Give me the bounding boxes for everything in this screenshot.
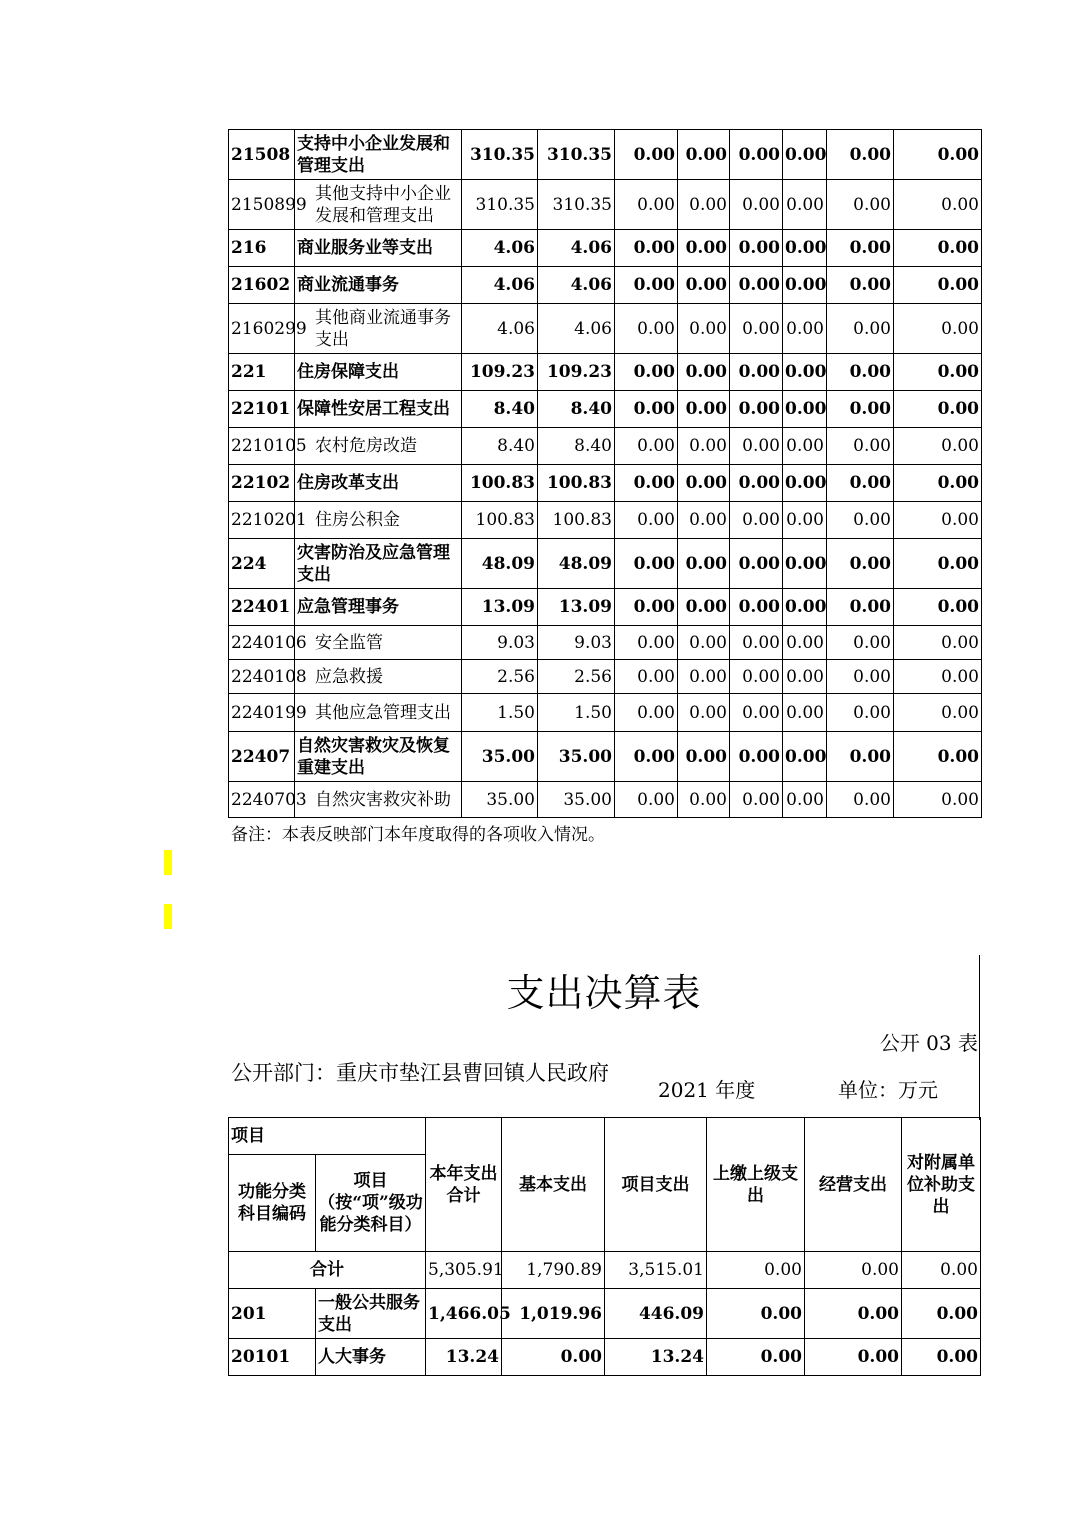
- row-value: 0.00: [615, 660, 678, 694]
- table-row: [229, 660, 982, 694]
- table-row: [229, 732, 982, 782]
- row-value: 0.00: [827, 782, 894, 818]
- row-value: 310.35: [462, 130, 538, 180]
- row-value: 310.35: [538, 180, 615, 230]
- row-value: 0.00: [730, 354, 783, 391]
- row-code: 20101: [229, 1339, 316, 1376]
- highlight-marker: [164, 850, 172, 875]
- row-name: 住房公积金: [295, 502, 462, 539]
- row-value: 0.00: [707, 1289, 805, 1339]
- row-value: 0.00: [730, 267, 783, 304]
- row-value: 4.06: [462, 267, 538, 304]
- row-code: 2150899: [229, 180, 295, 230]
- row-value: 100.83: [538, 465, 615, 502]
- table-row: [229, 267, 982, 304]
- row-value: 13.24: [426, 1339, 502, 1376]
- header-upper: 上缴上级支出: [707, 1118, 805, 1252]
- row-value: 0.00: [730, 230, 783, 267]
- row-value: 0.00: [678, 180, 730, 230]
- row-value: 0.00: [615, 428, 678, 465]
- row-value: 0.00: [894, 354, 982, 391]
- row-code: 22407: [229, 732, 295, 782]
- row-value: 0.00: [730, 428, 783, 465]
- row-value: 0.00: [894, 539, 982, 589]
- row-value: 1,466.05: [426, 1289, 502, 1339]
- unit-label: 单位：万元: [838, 1078, 938, 1102]
- total-label: 合计: [229, 1252, 426, 1289]
- header-subsidy: 对附属单位补助支出: [902, 1118, 981, 1252]
- row-value: 0.00: [502, 1339, 605, 1376]
- row-value: 0.00: [827, 732, 894, 782]
- row-value: 310.35: [538, 130, 615, 180]
- row-value: 2.56: [538, 660, 615, 694]
- total-value: 5,305.91: [426, 1252, 502, 1289]
- row-value: 0.00: [827, 304, 894, 354]
- row-value: 0.00: [615, 782, 678, 818]
- row-value: 0.00: [805, 1339, 902, 1376]
- row-value: 0.00: [730, 130, 783, 180]
- row-value: 0.00: [730, 502, 783, 539]
- header-basic: 基本支出: [502, 1118, 605, 1252]
- row-value: 0.00: [894, 391, 982, 428]
- total-value: 3,515.01: [605, 1252, 707, 1289]
- row-name: 灾害防治及应急管理支出: [295, 539, 462, 589]
- row-code: 2240108: [229, 660, 295, 694]
- row-value: 0.00: [783, 267, 827, 304]
- table-note: 备注：本表反映部门本年度取得的各项收入情况。: [231, 825, 605, 845]
- highlight-marker: [164, 904, 172, 929]
- row-value: 0.00: [902, 1339, 981, 1376]
- row-value: 109.23: [538, 354, 615, 391]
- row-value: 0.00: [827, 130, 894, 180]
- row-value: 0.00: [783, 660, 827, 694]
- row-value: 0.00: [827, 694, 894, 732]
- row-value: 0.00: [827, 354, 894, 391]
- table-row: [229, 465, 982, 502]
- row-value: 0.00: [827, 465, 894, 502]
- row-value: 100.83: [462, 465, 538, 502]
- row-value: 4.06: [538, 230, 615, 267]
- row-value: 13.09: [538, 589, 615, 626]
- row-value: 35.00: [462, 782, 538, 818]
- row-value: 109.23: [462, 354, 538, 391]
- table-row: [229, 130, 982, 180]
- row-value: 0.00: [730, 180, 783, 230]
- table-row: [229, 428, 982, 465]
- row-value: 0.00: [783, 354, 827, 391]
- table-row: [229, 230, 982, 267]
- row-value: 8.40: [538, 391, 615, 428]
- row-value: 0.00: [783, 502, 827, 539]
- total-value: 0.00: [902, 1252, 981, 1289]
- row-value: 0.00: [615, 180, 678, 230]
- total-value: 1,790.89: [502, 1252, 605, 1289]
- row-value: 35.00: [462, 732, 538, 782]
- row-name: 商业服务业等支出: [295, 230, 462, 267]
- row-value: 13.24: [605, 1339, 707, 1376]
- row-name: 应急救援: [295, 660, 462, 694]
- row-value: 0.00: [827, 626, 894, 660]
- row-value: 0.00: [827, 391, 894, 428]
- row-value: 0.00: [894, 589, 982, 626]
- row-value: 0.00: [805, 1289, 902, 1339]
- row-value: 0.00: [827, 180, 894, 230]
- row-value: 0.00: [707, 1339, 805, 1376]
- row-value: 0.00: [894, 130, 982, 180]
- row-value: 0.00: [783, 626, 827, 660]
- row-value: 1.50: [462, 694, 538, 732]
- table-row: [229, 539, 982, 589]
- header-project-expense: 项目支出: [605, 1118, 707, 1252]
- row-value: 0.00: [783, 782, 827, 818]
- row-code: 22102: [229, 465, 295, 502]
- row-value: 9.03: [462, 626, 538, 660]
- row-value: 9.03: [538, 626, 615, 660]
- row-value: 0.00: [615, 589, 678, 626]
- row-value: 0.00: [783, 130, 827, 180]
- row-value: 0.00: [615, 230, 678, 267]
- row-code: 2240703: [229, 782, 295, 818]
- row-value: 0.00: [678, 502, 730, 539]
- row-value: 0.00: [827, 539, 894, 589]
- row-value: 0.00: [783, 732, 827, 782]
- row-code: 201: [229, 1289, 316, 1339]
- row-value: 0.00: [678, 782, 730, 818]
- row-value: 310.35: [462, 180, 538, 230]
- row-value: 0.00: [894, 267, 982, 304]
- row-value: 1.50: [538, 694, 615, 732]
- row-value: 48.09: [462, 539, 538, 589]
- row-value: 0.00: [827, 660, 894, 694]
- total-row: [229, 1252, 981, 1289]
- row-name: 应急管理事务: [295, 589, 462, 626]
- row-value: 0.00: [678, 391, 730, 428]
- row-value: 0.00: [894, 230, 982, 267]
- income-table-continued: [228, 129, 982, 818]
- row-value: 0.00: [894, 428, 982, 465]
- row-value: 0.00: [615, 539, 678, 589]
- row-name: 人大事务: [316, 1339, 426, 1376]
- table-number: 公开 03 表: [879, 1031, 978, 1055]
- row-name: 保障性安居工程支出: [295, 391, 462, 428]
- row-value: 4.06: [538, 267, 615, 304]
- row-value: 0.00: [678, 539, 730, 589]
- row-value: 0.00: [678, 626, 730, 660]
- row-value: 0.00: [783, 539, 827, 589]
- row-value: 100.83: [462, 502, 538, 539]
- row-value: 4.06: [462, 230, 538, 267]
- row-value: 0.00: [730, 539, 783, 589]
- row-code: 2240106: [229, 626, 295, 660]
- table-row: [229, 391, 982, 428]
- row-value: 0.00: [615, 732, 678, 782]
- row-value: 48.09: [538, 539, 615, 589]
- table-row: [229, 502, 982, 539]
- row-code: 224: [229, 539, 295, 589]
- row-value: 0.00: [783, 589, 827, 626]
- row-value: 0.00: [827, 428, 894, 465]
- row-value: 0.00: [783, 694, 827, 732]
- row-value: 4.06: [462, 304, 538, 354]
- row-value: 0.00: [678, 230, 730, 267]
- row-value: 0.00: [678, 428, 730, 465]
- row-value: 0.00: [783, 230, 827, 267]
- row-code: 2210201: [229, 502, 295, 539]
- row-value: 0.00: [615, 694, 678, 732]
- row-value: 0.00: [678, 589, 730, 626]
- table-row: [229, 1339, 981, 1376]
- row-value: 0.00: [894, 465, 982, 502]
- row-value: 4.06: [538, 304, 615, 354]
- table-row: [229, 782, 982, 818]
- row-code: 21602: [229, 267, 295, 304]
- department-label: 公开部门：重庆市垫江县曹回镇人民政府: [231, 1061, 609, 1085]
- row-value: 8.40: [538, 428, 615, 465]
- row-value: 0.00: [678, 267, 730, 304]
- row-value: 0.00: [894, 180, 982, 230]
- expenditure-table: [228, 1117, 981, 1376]
- row-value: 0.00: [678, 354, 730, 391]
- row-code: 22101: [229, 391, 295, 428]
- row-code: 221: [229, 354, 295, 391]
- table-row: [229, 354, 982, 391]
- row-value: 0.00: [894, 660, 982, 694]
- table-row: [229, 694, 982, 732]
- row-value: 0.00: [678, 660, 730, 694]
- total-value: 0.00: [707, 1252, 805, 1289]
- row-value: 0.00: [615, 502, 678, 539]
- row-value: 1,019.96: [502, 1289, 605, 1339]
- row-code: 22401: [229, 589, 295, 626]
- row-value: 0.00: [730, 782, 783, 818]
- row-value: 0.00: [730, 660, 783, 694]
- row-code: 2240199: [229, 694, 295, 732]
- table-row: [229, 626, 982, 660]
- row-value: 0.00: [615, 626, 678, 660]
- row-value: 0.00: [783, 304, 827, 354]
- row-value: 0.00: [894, 732, 982, 782]
- row-name: 自然灾害救灾补助: [295, 782, 462, 818]
- row-value: 0.00: [730, 589, 783, 626]
- row-name: 住房改革支出: [295, 465, 462, 502]
- row-value: 0.00: [678, 732, 730, 782]
- row-value: 0.00: [730, 391, 783, 428]
- row-value: 13.09: [462, 589, 538, 626]
- row-value: 0.00: [730, 626, 783, 660]
- row-value: 0.00: [730, 694, 783, 732]
- row-name: 商业流通事务: [295, 267, 462, 304]
- row-value: 0.00: [615, 304, 678, 354]
- table-row: [229, 304, 982, 354]
- row-name: 安全监管: [295, 626, 462, 660]
- row-value: 0.00: [894, 502, 982, 539]
- row-value: 0.00: [827, 267, 894, 304]
- row-name: 其他商业流通事务支出: [295, 304, 462, 354]
- row-value: 35.00: [538, 732, 615, 782]
- row-value: 100.83: [538, 502, 615, 539]
- row-name: 农村危房改造: [295, 428, 462, 465]
- row-name: 自然灾害救灾及恢复重建支出: [295, 732, 462, 782]
- row-value: 0.00: [678, 304, 730, 354]
- row-value: 0.00: [827, 230, 894, 267]
- table-row: [229, 1289, 981, 1339]
- row-value: 0.00: [902, 1289, 981, 1339]
- header-project: 项目: [229, 1118, 426, 1155]
- row-value: 0.00: [783, 465, 827, 502]
- row-value: 0.00: [783, 428, 827, 465]
- year-label: 2021 年度: [658, 1078, 756, 1102]
- page-title: 支出决算表: [506, 971, 702, 1015]
- row-value: 0.00: [678, 694, 730, 732]
- row-value: 0.00: [730, 304, 783, 354]
- row-code: 2160299: [229, 304, 295, 354]
- row-code: 216: [229, 230, 295, 267]
- row-code: 21508: [229, 130, 295, 180]
- header-code: 功能分类科目编码: [229, 1155, 316, 1252]
- table-row: [229, 180, 982, 230]
- row-value: 0.00: [894, 694, 982, 732]
- row-value: 2.56: [462, 660, 538, 694]
- header-business: 经营支出: [805, 1118, 902, 1252]
- row-value: 0.00: [827, 589, 894, 626]
- row-value: 0.00: [615, 465, 678, 502]
- row-name: 一般公共服务支出: [316, 1289, 426, 1339]
- row-value: 0.00: [678, 130, 730, 180]
- row-code: 2210105: [229, 428, 295, 465]
- row-value: 0.00: [615, 354, 678, 391]
- row-value: 8.40: [462, 428, 538, 465]
- row-value: 0.00: [894, 626, 982, 660]
- row-value: 446.09: [605, 1289, 707, 1339]
- row-value: 0.00: [894, 782, 982, 818]
- header-name: 项目（按“项”级功能分类科目）: [316, 1155, 426, 1252]
- row-value: 0.00: [615, 391, 678, 428]
- header-total: 本年支出合计: [426, 1118, 502, 1252]
- row-value: 8.40: [462, 391, 538, 428]
- row-name: 其他支持中小企业发展和管理支出: [295, 180, 462, 230]
- row-value: 0.00: [678, 465, 730, 502]
- row-name: 住房保障支出: [295, 354, 462, 391]
- total-value: 0.00: [805, 1252, 902, 1289]
- row-value: 0.00: [730, 465, 783, 502]
- row-value: 0.00: [615, 267, 678, 304]
- row-value: 0.00: [783, 391, 827, 428]
- row-value: 35.00: [538, 782, 615, 818]
- row-value: 0.00: [615, 130, 678, 180]
- row-name: 其他应急管理支出: [295, 694, 462, 732]
- row-value: 0.00: [783, 180, 827, 230]
- row-value: 0.00: [894, 304, 982, 354]
- row-value: 0.00: [827, 502, 894, 539]
- table-row: [229, 589, 982, 626]
- row-value: 0.00: [730, 732, 783, 782]
- row-name: 支持中小企业发展和管理支出: [295, 130, 462, 180]
